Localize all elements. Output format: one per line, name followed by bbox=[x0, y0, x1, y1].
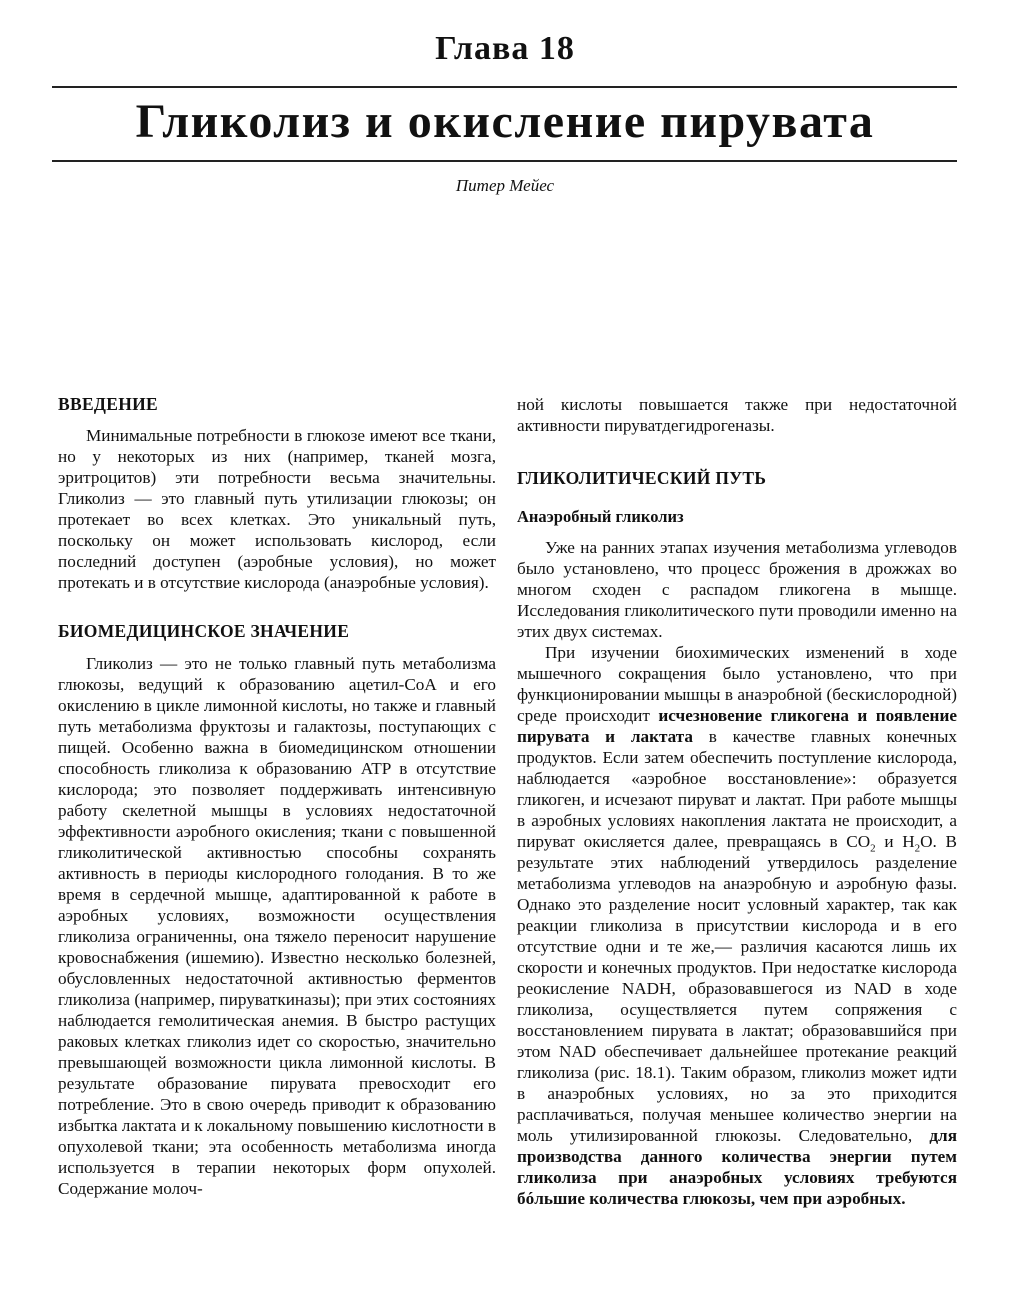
biomed-paragraph: Гликолиз — это не только главный путь метаболизма глюкозы, ведущий к образованию ацетил-CoA и его окислению в цикле лимонной кислоты, но также и главный путь метаболизма фруктозы и галактозы, поступающих с пищей. Особенно важна в биомедицинском отношении способность гликолиза к образованию ATP в отсутствие кислорода; это позволяет поддерживать интенсивную работу скелетной мышцы в условиях недостаточной эффективности аэробного окисления; ткани с повышенной гликолитической активностью способны сохранять активность в периоды кислородного голодания. В то же время в сердечной мышце, адаптированной к работе в аэробных условиях, возможности осуществления гликолиза ограниченны, она тяжело переносит нарушение кровоснабжения (ишемию). Известно несколько болезней, обусловленных недостаточной активностью ферментов гликолиза (например, пируваткиназы); при этих состояниях наблюдается гемолитическая анемия. В быстро растущих раковых клетках гликолиз идет со скоростью, значительно превышающей возможности цикла лимонной кислоты. В результате образование пирувата превосходит его потребление. Это в свою очередь приводит к образованию избытка лактата и к локальному повышению кислотности в опухолевой ткани; эта особенность метаболизма иногда используется в терапии некоторых форм опухолей. Содержание молоч- bbox=[58, 654, 496, 1198]
chapter-number: Глава 18 bbox=[435, 30, 575, 67]
continuation-paragraph: ной кислоты повышается также при недостаточной активности пируватдегидрогеназы. bbox=[517, 395, 957, 435]
glycolytic-heading: ГЛИКОЛИТИЧЕСКИЙ ПУТЬ bbox=[517, 468, 767, 488]
p2-sub-1: 2 bbox=[870, 842, 876, 855]
left-column bbox=[58, 394, 496, 1199]
p2-text-d: O. В результате этих наблюдений утвердилось разделение метаболизма углеводов на анаэробную и аэробную фазы. Однако это разделение носит условный характер, так как реакции гликолиза в присутствии кислорода и в его отсутствие одни и те же,— различия касаются лишь их скорости и конечных продуктов. При недостатке кислорода реокисление NADH, образовавшегося из NAD в ходе гликолиза, осуществляется путем сопряжения с восстановлением пирувата в лактат; образовавшийся при этом NAD обеспечивает дальнейшее протекание реакций гликолиза (рис. 18.1). Таким образом, гликолиз может идти в анаэробных условиях, но за это приходится расплачиваться, получая меньшее количество энергии на моль утилизированной глюкозы. Следовательно, bbox=[517, 832, 957, 1145]
paragraph-2 bbox=[517, 642, 957, 1209]
p2-text-b: в качестве главных конечных продуктов. Если затем обеспечить поступление кислорода, наблюдается «аэробное восстановление»: образуется гликоген, и исчезают пируват и лактат. При работе мышцы в аэробных условиях накопления лактата не происходит, а пируват окисляется далее, превращаясь в CO bbox=[517, 727, 958, 851]
intro-heading: ВВЕДЕНИЕ bbox=[58, 394, 159, 414]
p2-bold-b: для производства данного количества энергии путем гликолиза при анаэробных условиях требуются бóльшие количества глюкозы, чем при аэробных. bbox=[517, 1126, 957, 1208]
biomed-heading: БИОМЕДИЦИНСКОЕ ЗНАЧЕНИЕ bbox=[58, 621, 350, 641]
paragraph-1: Уже на ранних этапах изучения метаболизма углеводов было установлено, что процесс брожения в дрожжах во многом сходен с распадом гликогена в мышце. Исследования гликолитического пути проводили именно на этих двух системах. bbox=[517, 538, 957, 641]
right-column bbox=[517, 394, 957, 1209]
chapter-title: Гликолиз и окисление пирувата bbox=[135, 95, 875, 148]
intro-paragraph: Минимальные потребности в глюкозе имеют все ткани, но у некоторых из них (например, тканей мозга, эритроцитов) эти потребности весьма значительны. Гликолиз — это главный путь утилизации глюкозы; он протекает во всех клетках. Это уникальный путь, поскольку он может использовать кислород, если последний доступен (аэробные условия), но может протекать и в отсутствие кислорода (анаэробные условия). bbox=[58, 426, 496, 592]
p2-text-c: и H bbox=[875, 832, 915, 851]
p2-sub-2: 2 bbox=[914, 842, 921, 855]
author: Питер Мейес bbox=[455, 176, 555, 195]
anaerobic-heading: Анаэробный гликолиз bbox=[517, 507, 684, 526]
p2-bold-a: исчезновение гликогена и появление пирувата и лактата bbox=[517, 706, 957, 746]
p2-text-a: При изучении биохимических изменений в ходе мышечного сокращения было установлено, что при функционировании мышцы в анаэробной (бескислородной) среде происходит bbox=[517, 643, 957, 725]
top-rule bbox=[52, 86, 957, 88]
bottom-rule bbox=[52, 160, 957, 162]
